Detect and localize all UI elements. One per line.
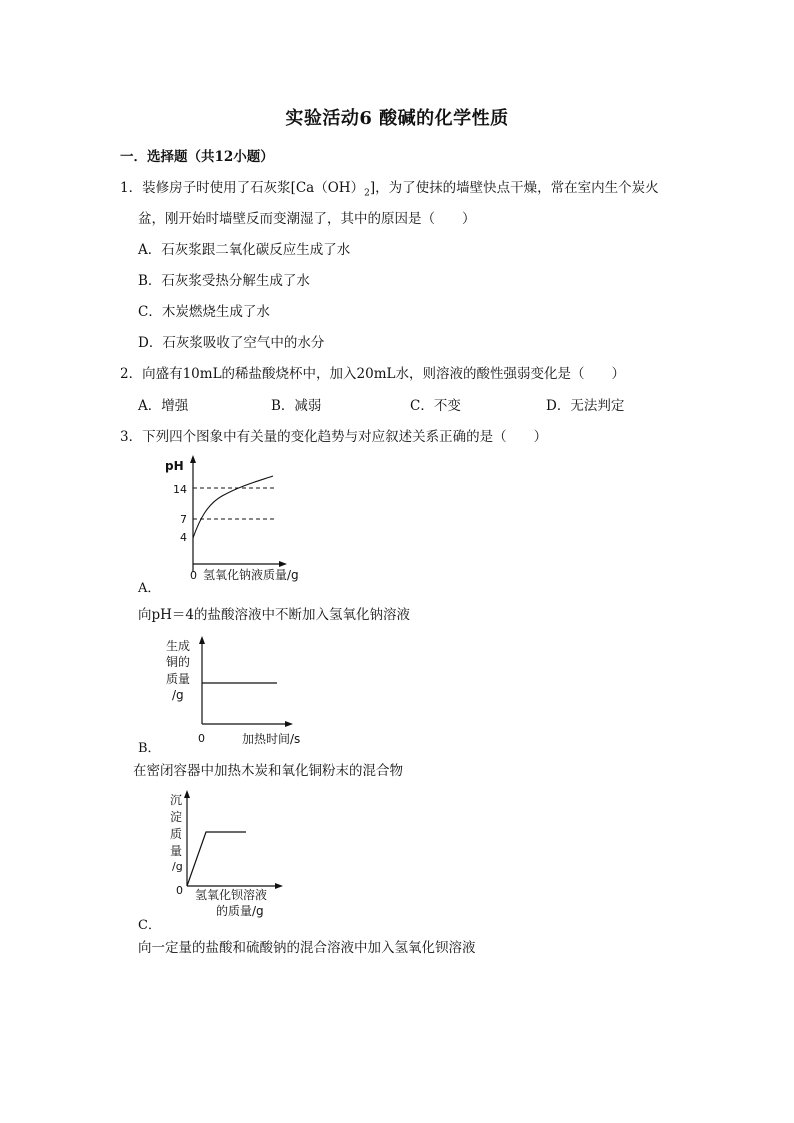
section-heading: 一．选择题（共12小题） <box>120 149 274 165</box>
graph-b-ylabel-1: 生成 <box>166 639 191 653</box>
graph-c-ylabel-1: 沉 <box>170 793 183 807</box>
graph-a-origin: 0 <box>190 569 197 582</box>
q1-option-c: C．木炭燃烧生成了水 <box>138 304 270 320</box>
graph-c <box>160 786 330 922</box>
q1-stem-tail: ]，为了使抹的墙壁快点干燥，常在室内生个炭火 <box>369 180 659 196</box>
question-3-stem: 3．下列四个图象中有关量的变化趋势与对应叙述关系正确的是（ ） <box>120 429 548 445</box>
graph-a-ytick-14: 14 <box>173 483 187 496</box>
graph-c-line <box>187 832 246 886</box>
graph-b-x-arrow <box>285 721 293 727</box>
q1-option-b: B．石灰浆受热分解生成了水 <box>138 273 310 289</box>
graph-b-caption: 在密闭容器中加热木炭和氧化铜粉末的混合物 <box>133 763 403 779</box>
graph-c-y-arrow <box>184 790 190 798</box>
graph-a-curve <box>193 476 273 538</box>
graph-c-ylabel-5: /g <box>172 860 183 873</box>
question-1-stem-line2: 盆，刚开始时墙壁反而变潮湿了，其中的原因是（ ） <box>138 211 476 227</box>
graph-a-xlabel: 氢氧化钠液质量/g <box>203 568 299 582</box>
question-1-stem-line1 <box>120 176 659 199</box>
q2-option-b: B．减弱 <box>271 398 322 414</box>
graph-b-label: B． <box>138 741 161 756</box>
graph-a <box>160 452 330 584</box>
graph-c-x-arrow <box>275 883 283 889</box>
q2-option-d: D．无法判定 <box>546 398 625 414</box>
graph-a-label: A． <box>138 581 161 596</box>
graph-b-ylabel-3: 质量 <box>166 672 191 686</box>
graph-a-caption: 向pH＝4的盐酸溶液中不断加入氢氧化钠溶液 <box>138 607 411 623</box>
q1-stem-part: 1．装修房子时使用了石灰浆[Ca（OH） <box>120 180 365 196</box>
graph-b-origin: 0 <box>198 732 205 745</box>
graph-c-xlabel-2: 的质量/g <box>216 904 264 918</box>
q1-option-d: D．石灰浆吸收了空气中的水分 <box>138 335 325 351</box>
graph-c-xlabel-1: 氢氧化钡溶液 <box>195 888 268 902</box>
graph-c-ylabel-3: 质 <box>170 827 183 841</box>
q2-option-c: C．不变 <box>410 398 461 414</box>
graph-a-ytick-7: 7 <box>180 513 187 526</box>
graph-a-ylabel: pH <box>165 459 184 473</box>
graph-a-y-arrow <box>190 455 196 463</box>
graph-c-ylabel-2: 淀 <box>170 810 183 824</box>
graph-b-ylabel-4: /g <box>172 688 184 702</box>
graph-b <box>160 632 330 750</box>
graph-b-y-arrow <box>199 636 205 644</box>
page-title: 实验活动6 酸碱的化学性质 <box>285 108 509 129</box>
graph-b-xlabel: 加热时间/s <box>242 732 301 746</box>
graph-b-ylabel-2: 铜的 <box>166 655 191 669</box>
question-2-stem: 2．向盛有10mL的稀盐酸烧杯中，加入20mL水，则溶液的酸性强弱变化是（ ） <box>120 366 625 382</box>
graph-c-origin: 0 <box>176 884 183 897</box>
q1-option-a: A．石灰浆跟二氧化碳反应生成了水 <box>138 242 351 258</box>
q2-option-a: A．增强 <box>138 398 189 414</box>
graph-a-ytick-4: 4 <box>180 531 187 544</box>
graph-a-x-arrow <box>279 561 287 567</box>
graph-c-caption: 向一定量的盐酸和硫酸钠的混合溶液中加入氢氧化钡溶液 <box>138 940 476 956</box>
q1-subscript: 2 <box>364 188 370 199</box>
graph-c-ylabel-4: 量 <box>170 844 183 858</box>
graph-c-label: C． <box>138 918 161 933</box>
